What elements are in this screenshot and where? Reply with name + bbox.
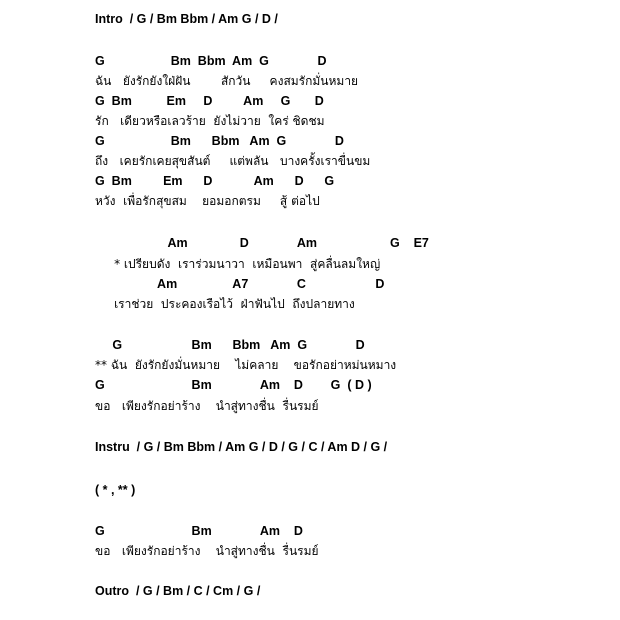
verse1-line3-lyric: ถึง เคยรักเคยสุขสันต์ แต่พลัน บางครั้งเราขื่นขม xyxy=(95,154,371,168)
verse1-line1-lyric: ฉัน ยังรักยังใฝ่ฝัน สักวัน คงสมรักมั่นหมาย xyxy=(95,74,359,88)
verse1-line4-chords: G Bm Em D Am D G xyxy=(95,174,335,188)
verse1-line1-chords: G Bm Bbm Am G D xyxy=(95,54,327,68)
chorus-line1-lyric: * เปรียบดัง เราร่วมนาวา เหมือนพา สู่คลื่นลมใหญ่ xyxy=(95,257,381,271)
bridge-line1-chords: G Bm Bbm Am G D xyxy=(95,338,365,352)
outro-line: Outro / G / Bm / C / Cm / G / xyxy=(95,584,261,598)
intro-line: Intro / G / Bm Bbm / Am G / D / xyxy=(95,12,278,26)
chorus-line2-lyric: เราช่วย ประคองเรือไว้ ฝ่าฟันไป ถึงปลายทาง xyxy=(95,297,355,311)
bridge-line2-lyric: ขอ เพียงรักอย่าร้าง นำสู่ทางชื่น รื่นรมย์ xyxy=(95,399,319,413)
instru-line: Instru / G / Bm Bbm / Am G / D / G / C / Am D / G / xyxy=(95,440,388,454)
ending-chords: G Bm Am D xyxy=(95,524,303,538)
bridge-line1-lyric: ** ฉัน ยังรักยังมั่นหมาย ไม่คลาย ขอรักอย่าหม่นหมาง xyxy=(95,358,397,372)
verse1-line2-lyric: รัก เดียวหรือเลวร้าย ยังไม่วาย ใคร่ ชิดชม xyxy=(95,114,325,128)
verse1-line4-lyric: หวัง เพื่อรักสุขสม ยอมอกตรม สู้ ต่อไป xyxy=(95,194,320,208)
chorus-line2-chords: Am A7 C D xyxy=(95,277,385,291)
verse1-line2-chords: G Bm Em D Am G D xyxy=(95,94,324,108)
bridge-line2-chords: G Bm Am D G ( D ) xyxy=(95,378,372,392)
chorus-line1-chords: Am D Am G E7 xyxy=(95,236,429,250)
ending-lyric: ขอ เพียงรักอย่าร้าง นำสู่ทางชื่น รื่นรมย์ xyxy=(95,544,319,558)
repeat-marker: ( * , ** ) xyxy=(95,483,136,497)
verse1-line3-chords: G Bm Bbm Am G D xyxy=(95,134,344,148)
